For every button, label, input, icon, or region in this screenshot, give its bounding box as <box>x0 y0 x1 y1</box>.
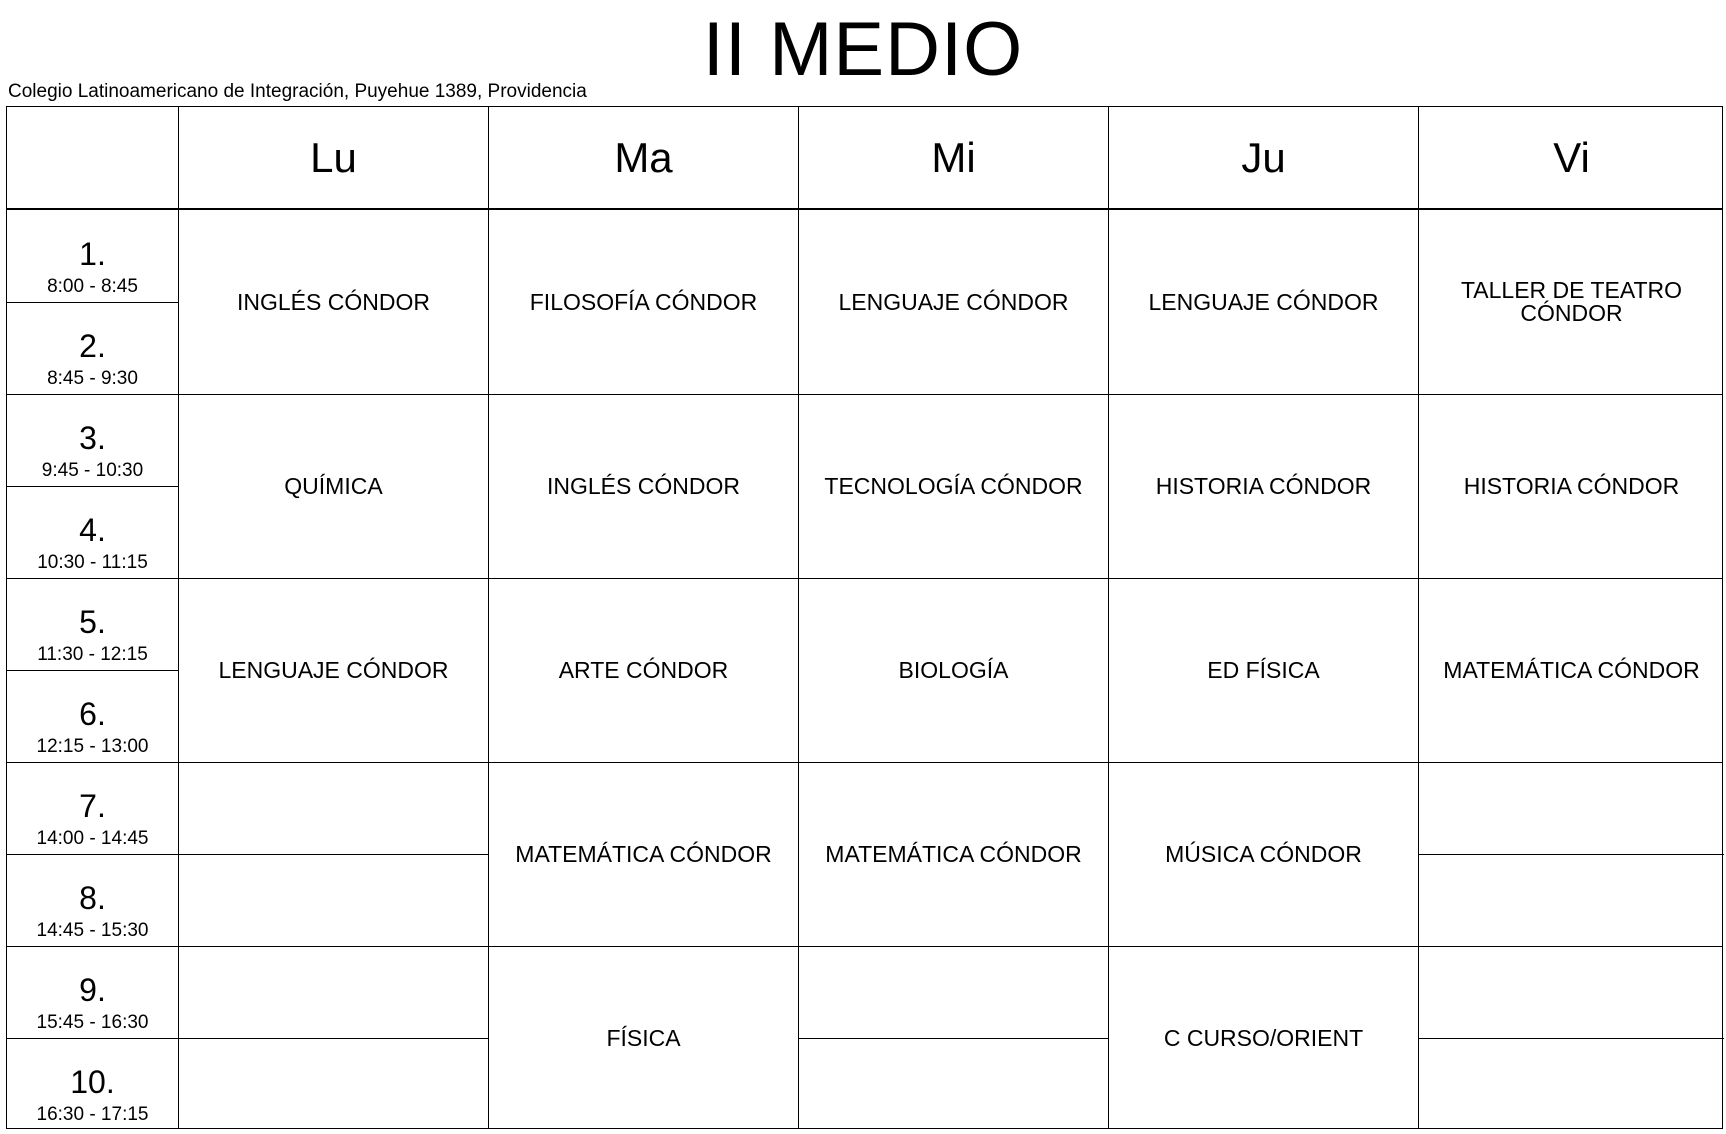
class-ju-block2: HISTORIA CÓNDOR <box>1155 473 1372 499</box>
period-number: 2. <box>79 328 106 364</box>
class-ma-block1: FILOSOFÍA CÓNDOR <box>529 288 758 315</box>
period-time: 8:00 - 8:45 <box>47 276 138 297</box>
class-ma-block3: ARTE CÓNDOR <box>558 657 729 683</box>
school-address: Colegio Latinoamericano de Integración, Puyehue 1389, Providencia <box>8 81 587 102</box>
class-vi-block2: HISTORIA CÓNDOR <box>1463 473 1680 499</box>
period-number: 5. <box>79 604 106 640</box>
day-header-vi: Vi <box>1553 134 1590 181</box>
period-label <box>7 854 178 946</box>
period-number: 4. <box>79 512 106 548</box>
period-number: 8. <box>79 880 106 916</box>
class-ju-block4: MÚSICA CÓNDOR <box>1165 841 1362 867</box>
period-number: 9. <box>79 972 106 1008</box>
class-ma-block4: MATEMÁTICA CÓNDOR <box>515 841 772 867</box>
period-label <box>7 1038 178 1130</box>
page-title: II MEDIO <box>702 7 1024 92</box>
row-divider <box>1418 854 1724 855</box>
period-label <box>7 394 178 486</box>
period-number: 7. <box>79 788 106 824</box>
period-time: 15:45 - 16:30 <box>36 1012 149 1033</box>
period-time: 14:45 - 15:30 <box>36 920 149 941</box>
class-mi-block3: BIOLOGÍA <box>898 657 1009 683</box>
period-number: 6. <box>79 696 106 732</box>
row-divider <box>178 854 488 855</box>
day-header-lu: Lu <box>310 134 357 181</box>
class-lu-block1: INGLÉS CÓNDOR <box>237 288 430 315</box>
period-label <box>7 486 178 578</box>
period-label <box>7 946 178 1038</box>
block-divider <box>178 946 1722 947</box>
class-ma-block5: FÍSICA <box>606 1024 681 1051</box>
class-ju-block1: LENGUAJE CÓNDOR <box>1148 288 1379 315</box>
class-mi-block4: MATEMÁTICA CÓNDOR <box>825 841 1082 867</box>
row-divider <box>178 1038 488 1039</box>
day-header-ju: Ju <box>1241 134 1286 181</box>
period-time: 11:30 - 12:15 <box>37 644 148 665</box>
period-time: 16:30 - 17:15 <box>36 1104 149 1125</box>
class-lu-block3: LENGUAJE CÓNDOR <box>218 657 449 683</box>
period-label <box>7 578 178 670</box>
day-header-ma: Ma <box>614 134 673 181</box>
class-lu-block2: QUÍMICA <box>284 473 383 499</box>
class-vi-block3: MATEMÁTICA CÓNDOR <box>1443 657 1700 683</box>
class-mi-block2: TECNOLOGÍA CÓNDOR <box>824 473 1083 499</box>
schedule-table <box>6 106 1723 1129</box>
period-label <box>7 670 178 762</box>
period-label <box>7 210 178 302</box>
period-time: 8:45 - 9:30 <box>47 368 138 389</box>
row-divider <box>798 1038 1108 1039</box>
period-label <box>7 302 178 394</box>
row-divider <box>1418 1038 1724 1039</box>
period-number: 10. <box>70 1064 115 1100</box>
day-header-mi: Mi <box>931 134 976 181</box>
class-mi-block1: LENGUAJE CÓNDOR <box>838 288 1069 315</box>
period-time: 9:45 - 10:30 <box>41 460 144 481</box>
class-ju-block5: C CURSO/ORIENT <box>1163 1024 1364 1051</box>
period-time: 14:00 - 14:45 <box>36 828 149 849</box>
class-vi-block1: TALLER DE TEATRO CÓNDOR <box>1460 277 1683 326</box>
period-number: 3. <box>79 420 106 456</box>
period-label <box>7 762 178 854</box>
period-number: 1. <box>79 236 106 272</box>
class-ma-block2: INGLÉS CÓNDOR <box>547 473 740 499</box>
class-ju-block3: ED FÍSICA <box>1207 657 1320 683</box>
period-time: 10:30 - 11:15 <box>37 552 148 573</box>
period-time: 12:15 - 13:00 <box>36 736 149 757</box>
